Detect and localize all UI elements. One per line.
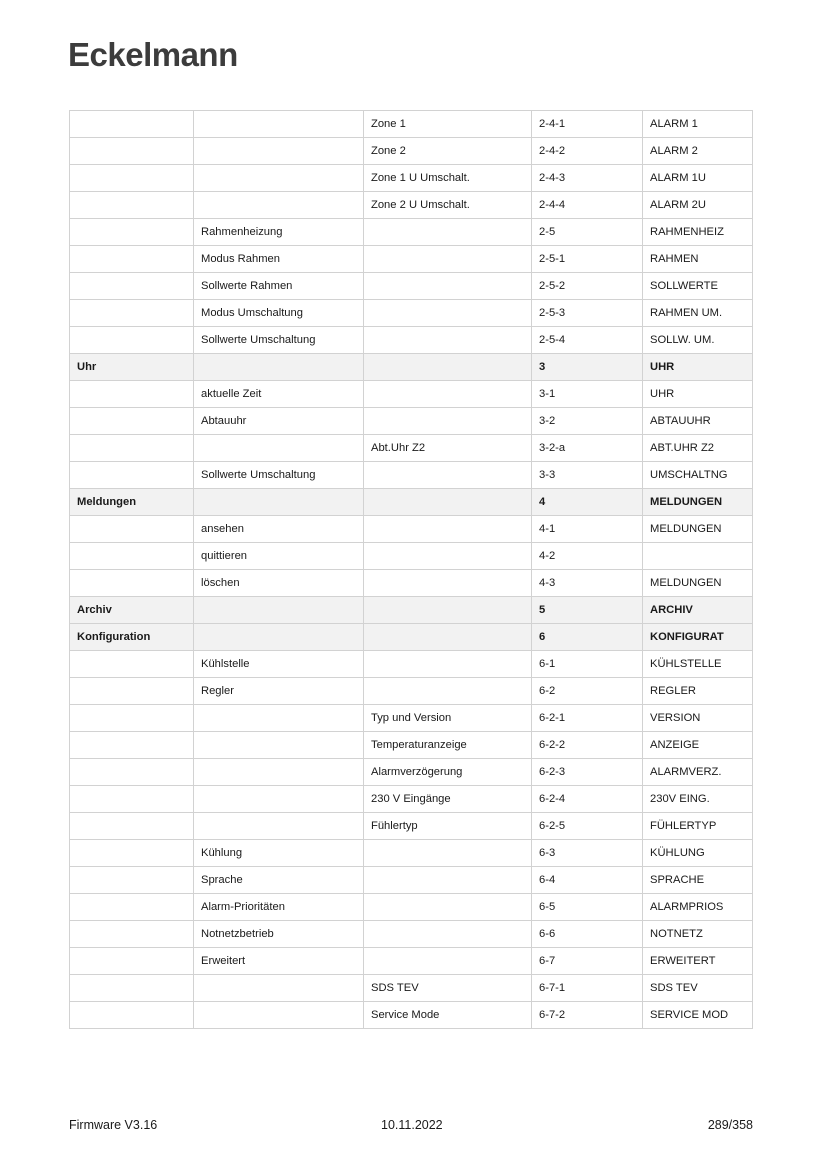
cell-display: MELDUNGEN: [643, 570, 753, 597]
cell-level2: [194, 1002, 364, 1029]
cell-level2: [194, 489, 364, 516]
table-row: [70, 165, 753, 192]
cell-level3: [364, 354, 532, 381]
cell-level2: aktuelle Zeit: [194, 381, 364, 408]
cell-level3: [364, 948, 532, 975]
cell-display: ARCHIV: [643, 597, 753, 624]
cell-level3: 230 V Eingänge: [364, 786, 532, 813]
cell-display: ALARM 2: [643, 138, 753, 165]
cell-level2: Modus Rahmen: [194, 246, 364, 273]
cell-level2: [194, 435, 364, 462]
cell-level2: Rahmenheizung: [194, 219, 364, 246]
cell-code: 6-2-5: [532, 813, 643, 840]
table-row: [70, 705, 753, 732]
footer-firmware: Firmware V3.16: [69, 1118, 158, 1132]
cell-level1: [70, 408, 194, 435]
cell-level1: [70, 111, 194, 138]
cell-level1: [70, 894, 194, 921]
cell-level3: Zone 1 U Umschalt.: [364, 165, 532, 192]
cell-level3: [364, 273, 532, 300]
table-row: [70, 327, 753, 354]
cell-code: 2-5: [532, 219, 643, 246]
cell-level2: [194, 624, 364, 651]
table-row: [70, 570, 753, 597]
cell-level2: [194, 732, 364, 759]
table-row: [70, 300, 753, 327]
cell-level3: Zone 1: [364, 111, 532, 138]
cell-level1: [70, 462, 194, 489]
cell-code: 6-1: [532, 651, 643, 678]
cell-level1: [70, 192, 194, 219]
cell-display: ALARMVERZ.: [643, 759, 753, 786]
table-row: [70, 786, 753, 813]
cell-code: 4-1: [532, 516, 643, 543]
cell-level1: [70, 705, 194, 732]
cell-level2: [194, 786, 364, 813]
table-row: [70, 732, 753, 759]
cell-level2: Modus Umschaltung: [194, 300, 364, 327]
cell-level3: [364, 408, 532, 435]
cell-level3: [364, 516, 532, 543]
cell-level3: [364, 597, 532, 624]
cell-level3: [364, 921, 532, 948]
cell-level3: [364, 651, 532, 678]
cell-level2: Abtauuhr: [194, 408, 364, 435]
cell-code: 2-4-1: [532, 111, 643, 138]
cell-level3: Zone 2 U Umschalt.: [364, 192, 532, 219]
company-logo: Eckelmann: [68, 36, 238, 73]
cell-level3: Service Mode: [364, 1002, 532, 1029]
table-row: [70, 138, 753, 165]
cell-code: 3-3: [532, 462, 643, 489]
cell-code: 6-6: [532, 921, 643, 948]
cell-level1: [70, 246, 194, 273]
cell-level2: Sprache: [194, 867, 364, 894]
cell-level2: quittieren: [194, 543, 364, 570]
cell-code: 6-2-4: [532, 786, 643, 813]
cell-level1: [70, 948, 194, 975]
cell-display: UHR: [643, 381, 753, 408]
cell-display: VERSION: [643, 705, 753, 732]
table-row: [70, 975, 753, 1002]
table-row: [70, 111, 753, 138]
cell-code: 3-1: [532, 381, 643, 408]
cell-display: REGLER: [643, 678, 753, 705]
cell-level3: Abt.Uhr Z2: [364, 435, 532, 462]
table-row-section: [70, 624, 753, 651]
cell-display: SPRACHE: [643, 867, 753, 894]
cell-level2: Sollwerte Umschaltung: [194, 327, 364, 354]
cell-level2: [194, 759, 364, 786]
footer-page-number: 289/358: [707, 1118, 753, 1132]
cell-code: 5: [532, 597, 643, 624]
cell-level1: Archiv: [70, 597, 194, 624]
table-row: [70, 462, 753, 489]
cell-level3: [364, 381, 532, 408]
cell-level2: Sollwerte Rahmen: [194, 273, 364, 300]
table-row: [70, 894, 753, 921]
cell-code: 4: [532, 489, 643, 516]
cell-level3: Temperaturanzeige: [364, 732, 532, 759]
cell-level1: [70, 651, 194, 678]
cell-code: 2-5-4: [532, 327, 643, 354]
cell-code: 6-2-3: [532, 759, 643, 786]
cell-code: 6-7-1: [532, 975, 643, 1002]
cell-level2: Regler: [194, 678, 364, 705]
table-row-section: [70, 354, 753, 381]
cell-code: 2-5-2: [532, 273, 643, 300]
cell-level2: [194, 705, 364, 732]
cell-display: [643, 543, 753, 570]
cell-level3: [364, 543, 532, 570]
table-row: [70, 813, 753, 840]
cell-code: 2-4-3: [532, 165, 643, 192]
cell-display: UMSCHALTNG: [643, 462, 753, 489]
cell-code: 4-3: [532, 570, 643, 597]
cell-level1: [70, 678, 194, 705]
cell-level3: Fühlertyp: [364, 813, 532, 840]
cell-level2: Kühlung: [194, 840, 364, 867]
cell-level3: Alarmverzögerung: [364, 759, 532, 786]
cell-display: ALARMPRIOS: [643, 894, 753, 921]
table-row: [70, 408, 753, 435]
table-row: [70, 948, 753, 975]
cell-level2: [194, 354, 364, 381]
cell-code: 6-2-2: [532, 732, 643, 759]
cell-code: 2-4-2: [532, 138, 643, 165]
table-row: [70, 759, 753, 786]
table-row: [70, 381, 753, 408]
cell-level2: [194, 192, 364, 219]
cell-level1: [70, 219, 194, 246]
cell-display: ALARM 1U: [643, 165, 753, 192]
cell-level2: [194, 975, 364, 1002]
cell-level1: [70, 786, 194, 813]
table-row: [70, 543, 753, 570]
cell-code: 3-2: [532, 408, 643, 435]
cell-display: ERWEITERT: [643, 948, 753, 975]
cell-code: 6-7: [532, 948, 643, 975]
cell-level3: [364, 246, 532, 273]
cell-level3: Zone 2: [364, 138, 532, 165]
cell-code: 2-4-4: [532, 192, 643, 219]
cell-level1: [70, 273, 194, 300]
table-row: [70, 651, 753, 678]
cell-level2: Notnetzbetrieb: [194, 921, 364, 948]
cell-level2: Erweitert: [194, 948, 364, 975]
cell-level1: [70, 975, 194, 1002]
cell-level1: [70, 435, 194, 462]
cell-code: 6: [532, 624, 643, 651]
cell-level1: [70, 813, 194, 840]
cell-level1: [70, 570, 194, 597]
cell-level2: Alarm-Prioritäten: [194, 894, 364, 921]
table-body: [70, 111, 753, 1029]
cell-display: KÜHLUNG: [643, 840, 753, 867]
cell-level1: [70, 543, 194, 570]
cell-display: ABT.UHR Z2: [643, 435, 753, 462]
cell-display: FÜHLERTYP: [643, 813, 753, 840]
cell-level3: [364, 219, 532, 246]
cell-level1: [70, 759, 194, 786]
cell-level2: [194, 111, 364, 138]
cell-code: 3-2-a: [532, 435, 643, 462]
cell-display: SOLLW. UM.: [643, 327, 753, 354]
cell-display: SOLLWERTE: [643, 273, 753, 300]
cell-display: KONFIGURAT: [643, 624, 753, 651]
table-row: [70, 1002, 753, 1029]
cell-level3: Typ und Version: [364, 705, 532, 732]
cell-code: 3: [532, 354, 643, 381]
cell-level3: [364, 840, 532, 867]
table-row: [70, 867, 753, 894]
table-row: [70, 219, 753, 246]
cell-level1: Konfiguration: [70, 624, 194, 651]
cell-display: NOTNETZ: [643, 921, 753, 948]
cell-level3: [364, 678, 532, 705]
cell-level1: [70, 1002, 194, 1029]
cell-level1: Uhr: [70, 354, 194, 381]
cell-code: 4-2: [532, 543, 643, 570]
cell-level1: [70, 300, 194, 327]
table-row: [70, 273, 753, 300]
cell-display: SDS TEV: [643, 975, 753, 1002]
table-row: [70, 678, 753, 705]
table-row: [70, 192, 753, 219]
cell-code: 2-5-3: [532, 300, 643, 327]
cell-level3: [364, 462, 532, 489]
cell-level1: [70, 138, 194, 165]
table-row-section: [70, 597, 753, 624]
cell-level1: [70, 381, 194, 408]
cell-level3: [364, 894, 532, 921]
cell-level2: ansehen: [194, 516, 364, 543]
cell-level3: [364, 624, 532, 651]
table-row: [70, 246, 753, 273]
cell-level1: [70, 840, 194, 867]
cell-level3: [364, 570, 532, 597]
cell-level1: [70, 327, 194, 354]
cell-level2: [194, 165, 364, 192]
cell-code: 6-5: [532, 894, 643, 921]
cell-display: UHR: [643, 354, 753, 381]
table-row: [70, 435, 753, 462]
cell-level1: [70, 867, 194, 894]
cell-level1: Meldungen: [70, 489, 194, 516]
menu-structure-table: [69, 110, 753, 1029]
cell-display: KÜHLSTELLE: [643, 651, 753, 678]
cell-level1: [70, 165, 194, 192]
cell-display: ANZEIGE: [643, 732, 753, 759]
cell-code: 6-7-2: [532, 1002, 643, 1029]
cell-level3: [364, 867, 532, 894]
cell-level3: SDS TEV: [364, 975, 532, 1002]
cell-level2: Kühlstelle: [194, 651, 364, 678]
cell-code: 6-2-1: [532, 705, 643, 732]
cell-level3: [364, 489, 532, 516]
cell-display: MELDUNGEN: [643, 489, 753, 516]
table-row-section: [70, 489, 753, 516]
cell-level2: [194, 138, 364, 165]
table-row: [70, 921, 753, 948]
cell-display: RAHMEN UM.: [643, 300, 753, 327]
cell-level2: [194, 813, 364, 840]
cell-code: 6-4: [532, 867, 643, 894]
cell-level1: [70, 516, 194, 543]
cell-level3: [364, 327, 532, 354]
table-row: [70, 840, 753, 867]
cell-display: MELDUNGEN: [643, 516, 753, 543]
table-row: [70, 516, 753, 543]
cell-level2: löschen: [194, 570, 364, 597]
cell-level1: [70, 732, 194, 759]
cell-level1: [70, 921, 194, 948]
cell-display: ALARM 1: [643, 111, 753, 138]
cell-display: RAHMEN: [643, 246, 753, 273]
cell-display: RAHMENHEIZ: [643, 219, 753, 246]
cell-display: SERVICE MOD: [643, 1002, 753, 1029]
cell-level2: [194, 597, 364, 624]
cell-display: ABTAUUHR: [643, 408, 753, 435]
cell-display: ALARM 2U: [643, 192, 753, 219]
cell-code: 6-3: [532, 840, 643, 867]
cell-level2: Sollwerte Umschaltung: [194, 462, 364, 489]
cell-display: 230V EING.: [643, 786, 753, 813]
cell-level3: [364, 300, 532, 327]
cell-code: 6-2: [532, 678, 643, 705]
cell-code: 2-5-1: [532, 246, 643, 273]
footer-date: 10.11.2022: [381, 1118, 443, 1132]
